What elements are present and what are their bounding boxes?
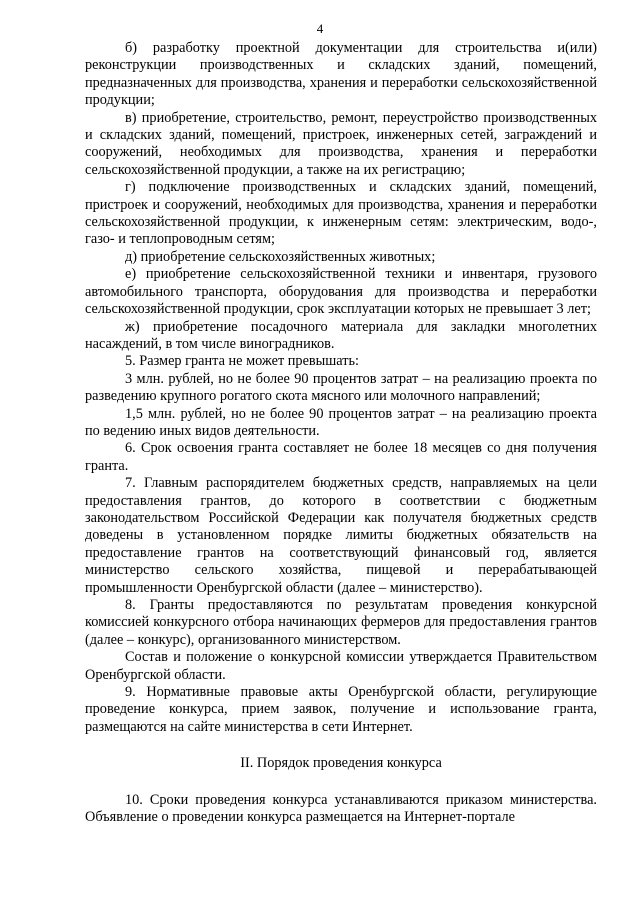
paragraph-10: 10. Сроки проведения конкурса устанавливаются приказом министерства. Объявление о проведении конкурса размещается на Интернет-портале — [85, 791, 597, 826]
paragraph-7: 7. Главным распорядителем бюджетных средств, направляемых на цели предоставления грантов, до которого в соответствии с бюджетным законодательством Российской Федерации как получателя бюджетных средств доведены в установленном порядке лимиты бюджетных обязательств на предоставление грантов на соответствующий финансовый год, является министерство сельского хозяйства, пищевой и перерабатывающей промышленности Оренбургской области (далее – министерство). — [85, 475, 597, 596]
paragraph-b: б) разработку проектной документации для строительства и(или) реконструкции производственных и складских зданий, помещений, предназначенных для производства, хранения и переработки сельскохозяйственной продукции; — [85, 40, 597, 109]
section-heading: II. Порядок проведения конкурса — [240, 755, 442, 772]
paragraph-zh: ж) приобретение посадочного материала для закладки многолетних насаждений, в том числе виноградников. — [85, 318, 597, 352]
paragraph-d: д) приобретение сельскохозяйственных животных; — [125, 248, 436, 265]
paragraph-9: 9. Нормативные правовые акты Оренбургской области, регулирующие проведение конкурса, прием заявок, получение и использование гранта, размещаются на сайте министерства в сети Интернет. — [85, 684, 597, 735]
paragraph-8: 8. Гранты предоставляются по результатам проведения конкурсной комиссией конкурсного отбора начинающих фермеров для предоставления грантов (далее – конкурс), организованного министерством. — [85, 597, 597, 648]
paragraph-commission: Состав и положение о конкурсной комиссии утверждается Правительством Оренбургской области. — [85, 649, 597, 683]
paragraph-e: е) приобретение сельскохозяйственной техники и инвентаря, грузового автомобильного транспорта, оборудования для производства и переработки сельскохозяйственной продукции, срок эксплуатации которых не превышает 3 лет; — [85, 266, 597, 318]
document-body — [85, 40, 597, 826]
paragraph-5: 5. Размер гранта не может превышать: — [125, 353, 359, 370]
paragraph-v: в) приобретение, строительство, ремонт, переустройство производственных и складских зданий, помещений, пристроек, инженерных сетей, заграждений и сооружений, необходимых для производства, хранения и переработки сельскохозяйственной продукции, а также на их регистрацию; — [85, 109, 597, 178]
paragraph-5-other: 1,5 млн. рублей, но не более 90 процентов затрат – на реализацию проекта по ведению иных видов деятельности. — [85, 405, 597, 439]
paragraph-5-cattle: 3 млн. рублей, но не более 90 процентов затрат – на реализацию проекта по разведению крупного рогатого скота мясного или молочного направлений; — [85, 370, 597, 405]
paragraph-g: г) подключение производственных и складских зданий, помещений, пристроек и сооружений, необходимых для производства, хранения и переработки сельскохозяйственной продукции, к инженерным сетям: электрическим, водо-, газо- и теплопроводным сетям; — [85, 179, 597, 248]
page-number: 4 — [316, 21, 324, 36]
paragraph-6: 6. Срок освоения гранта составляет не более 18 месяцев со дня получения гранта. — [85, 440, 597, 474]
